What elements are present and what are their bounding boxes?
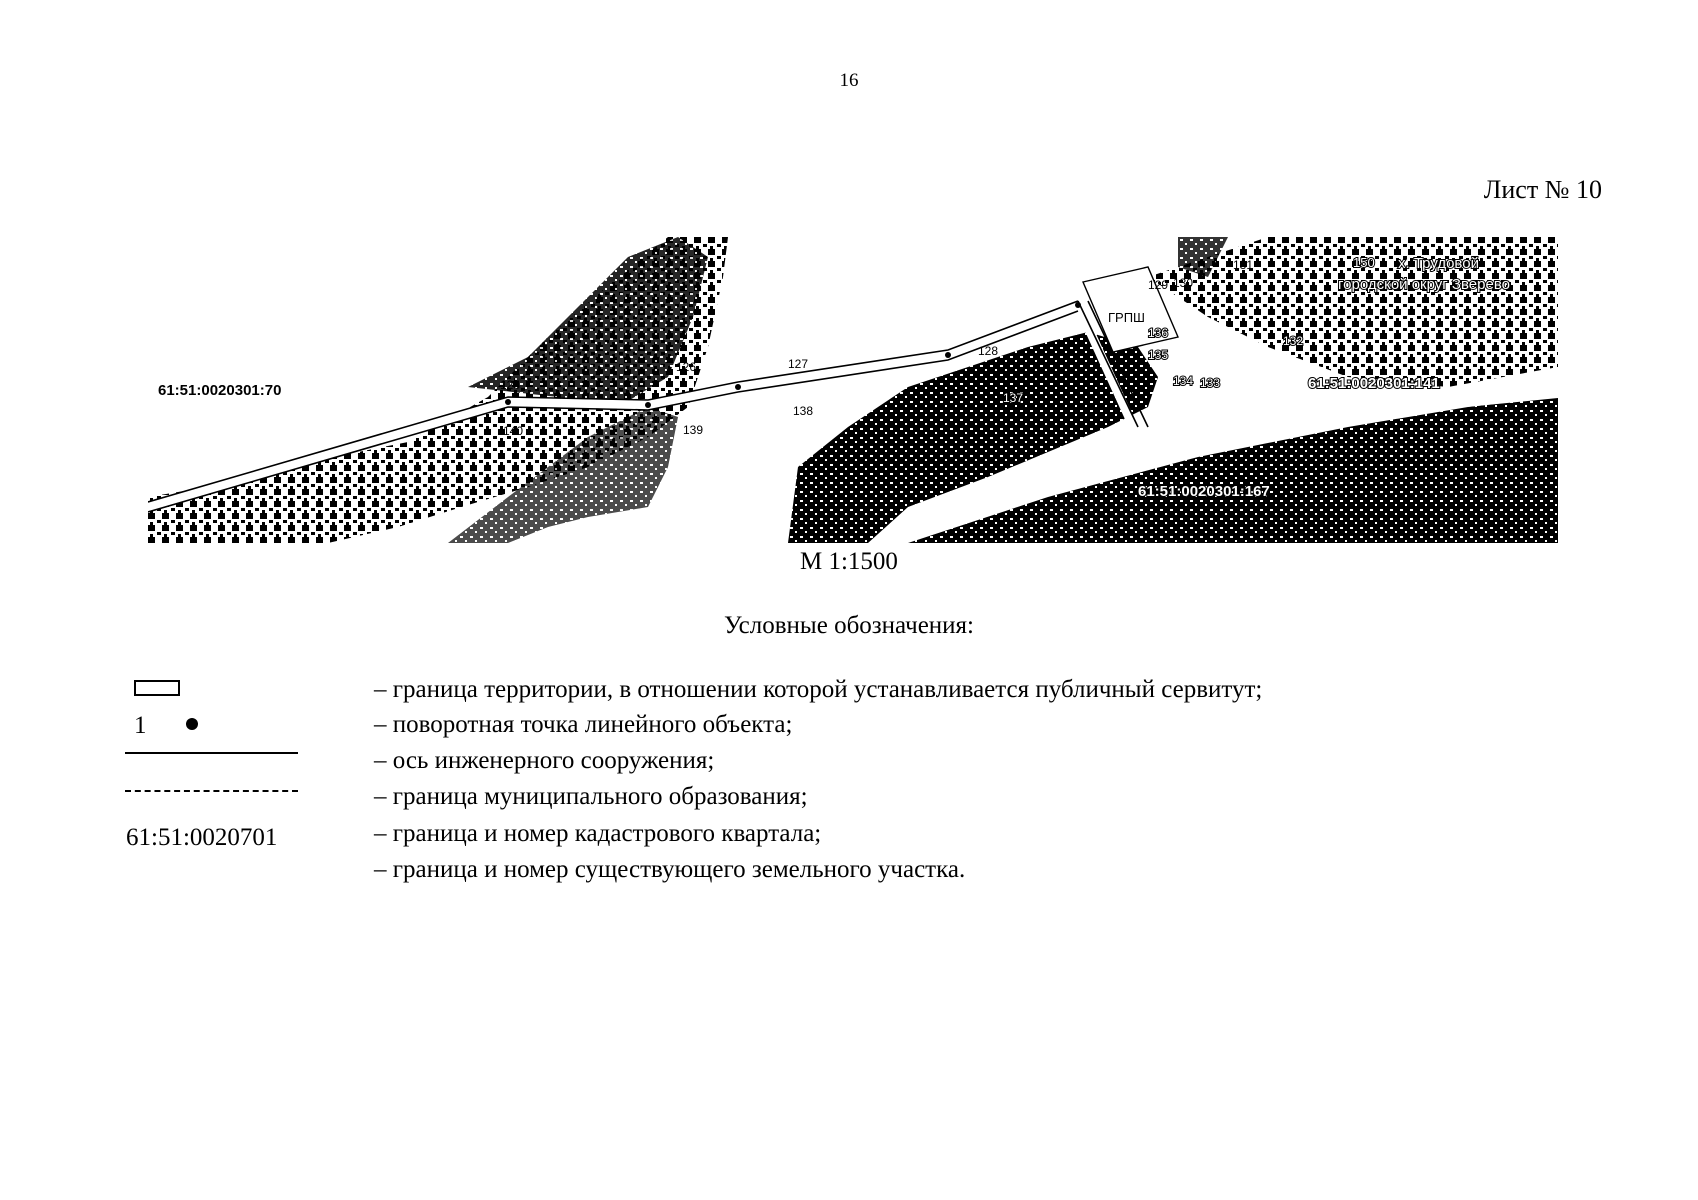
legend-item: – граница территории, в отношении которой устанавливается публичный сервитут; [374,676,1263,703]
parcel-label-141: 61:51:0020301:141 [1308,375,1440,392]
turn-point-dot-icon [186,718,198,730]
point-label: 128 [978,344,999,358]
point-label: 134 [1173,374,1194,388]
object-label-grpsh: ГРПШ [1108,310,1145,325]
point-label: 138 [793,404,814,418]
point-label: 133 [1200,376,1221,390]
map-scale: М 1:1500 [800,548,898,575]
settlement-district: городской округ Зверево [1338,276,1510,293]
servitude-border-symbol [134,680,180,696]
legend-item: – поворотная точка линейного объекта; [374,711,793,738]
legend-item: – граница и номер кадастрового квартала; [374,820,822,847]
point-label: 126 [676,360,697,374]
point-label: 140 [503,424,524,438]
legend-item: – ось инженерного сооружения; [374,747,715,774]
settlement-name: х. Трудовой [1398,255,1479,272]
axis-line-symbol [125,752,298,754]
legend-title: Условные обозначения: [723,612,975,639]
parcel-label-70: 61:51:0020301:70 [158,382,282,399]
sheet-number: Лист № 10 [1483,175,1602,204]
point-label: 150 [1353,255,1375,270]
map-image [148,237,1558,543]
point-label: 135 [1148,348,1169,362]
point-label: 137 [1003,391,1024,405]
municipal-border-symbol [125,790,298,792]
legend-item: – граница и номер существующего земельного участка. [374,856,966,883]
point-label: 132 [1283,334,1304,348]
point-label: 127 [788,357,809,371]
point-label: 131 [1233,258,1254,272]
page-number: 16 [839,70,859,91]
legend-item: – граница муниципального образования; [374,783,808,810]
point-label: 125 [500,378,521,392]
turn-point-number: 1 [134,712,147,739]
parcel-label-167: 61:51:0020301:167 [1138,483,1270,500]
cadastral-block-symbol: 61:51:0020701 [126,824,278,851]
point-label: 129 [1148,278,1169,292]
point-label: 136 [1148,326,1169,340]
point-label: 130 [1173,276,1194,290]
point-label: 139 [683,423,704,437]
